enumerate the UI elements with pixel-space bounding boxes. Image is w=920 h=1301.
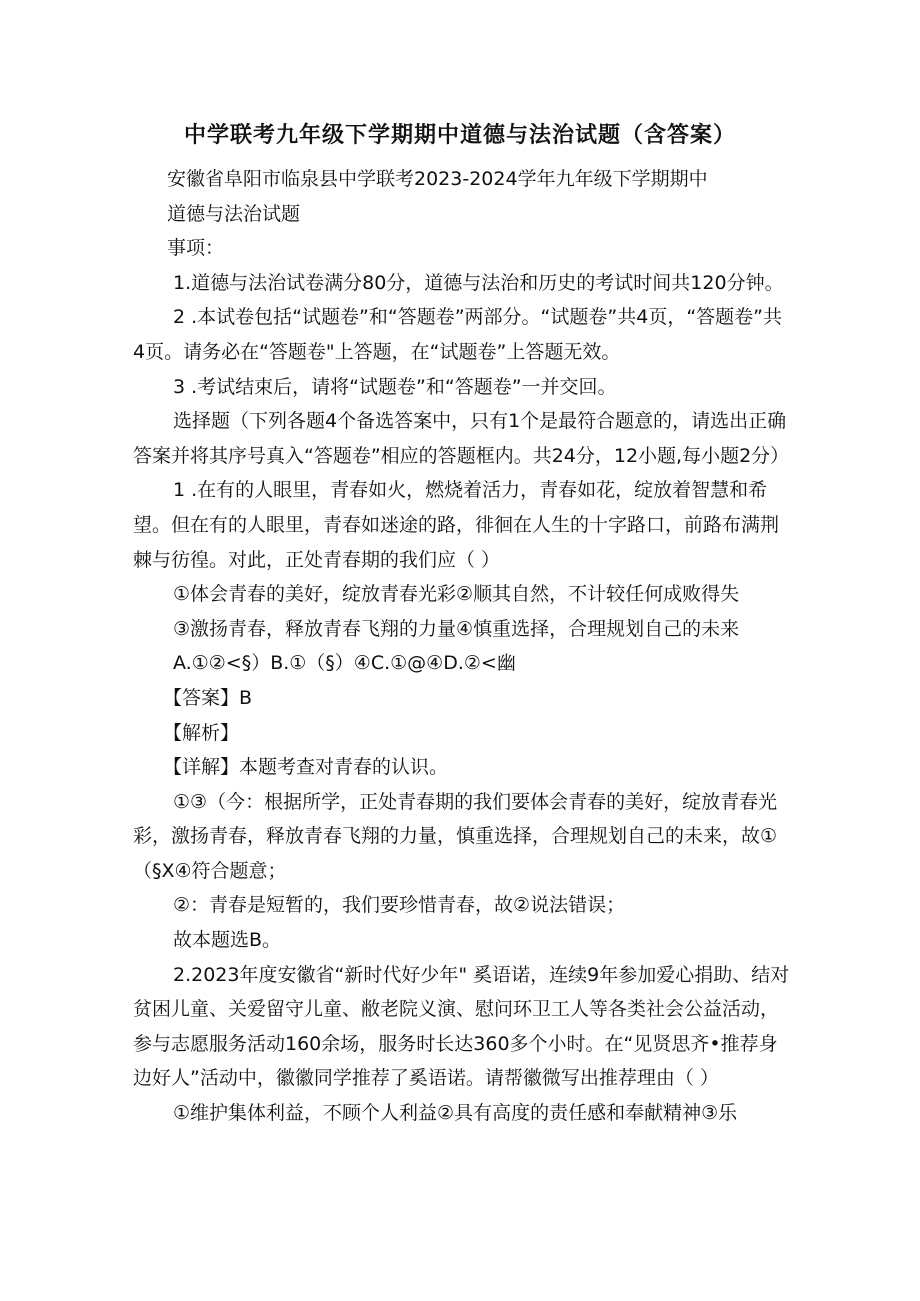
question-option-line: ③激扬青春，释放青春飞翔的力量④慎重选择，合理规划自己的未来 [173, 617, 740, 640]
question-option-line: ①维护集体利益，不顾个人利益②具有高度的责任感和奉献精神③乐 [173, 1102, 738, 1125]
document-body [133, 162, 793, 1131]
detail-label: 【详解】本题考查对青春的认识。 [163, 756, 449, 779]
notice-item: 3 .考试结束后，请将“试题卷”和“答题卷”一并交回。 [173, 375, 617, 398]
question-stem: 2.2023年度安徽省“新时代好少年" 奚语诺，连续9年参加爱心捐助、结对贫困儿童、关爱留守儿童、敝老院义演、慰问环卫工人等各类社会公益活动，参与志愿服务活动160余场，服务时长达360多个小时。在“见贤思齐•推荐身边好人”活动中，徽徽同学推荐了奚语诺。请帮徽微写出推荐理由（ ） [133, 963, 790, 1090]
notice-heading: 事项： [167, 237, 225, 260]
question-option-line: ①体会青春的美好，绽放青春光彩②顺其自然，不计较任何成败得失 [173, 583, 740, 606]
answer-label: 【答案】B [163, 686, 253, 709]
explanation-paragraph: 故本题选B。 [173, 929, 282, 952]
section-heading: 选择题（下列各题4个备选答案中，只有1个是最符合题意的，请选出正确答案并将其序号真入“答题卷”相应的答题框内。共24分，12小题,每小题2分） [133, 410, 790, 467]
subtitle-line: 安徽省阜阳市临泉县中学联考2023-2024学年九年级下学期期中 [167, 168, 708, 190]
page-title: 中学联考九年级下学期期中道德与法治试题（含答案） [183, 123, 736, 148]
notice-item: 2 .本试卷包括“试题卷”和“答题卷”两部分。“试题卷”共4页，“答题卷”共4页。请务必在“答题卷"上答题，在“试题卷”上答题无效。 [133, 306, 783, 363]
explanation-paragraph: ①③（今：根据所学，正处青春期的我们要体会青春的美好，绽放青春光彩，激扬青春，释放青春飞翔的力量，慎重选择，合理规划自己的未来，故①（§X④符合题意； [133, 790, 778, 882]
explanation-paragraph: ②：青春是短暂的，我们要珍惜青春，故②说法错误； [173, 894, 626, 917]
question-stem: 1 .在有的人眼里，青春如火，燃烧着活力，青春如花，绽放着智慧和希望。但在有的人眼里，青春如迷途的路，徘徊在人生的十字路口，前路布满荆棘与彷徨。对此，正处青春期的我们应（ ） [133, 479, 780, 571]
subtitle-line: 道德与法治试题 [167, 202, 301, 225]
notice-item: 1.道德与法治试卷满分80分，道德与法治和历史的考试时间共120分钟。 [173, 271, 784, 294]
answer-choices: A.①②<§）B.①（§）④C.①@④D.②<幽 [173, 652, 516, 675]
analysis-label: 【解析】 [163, 721, 240, 744]
